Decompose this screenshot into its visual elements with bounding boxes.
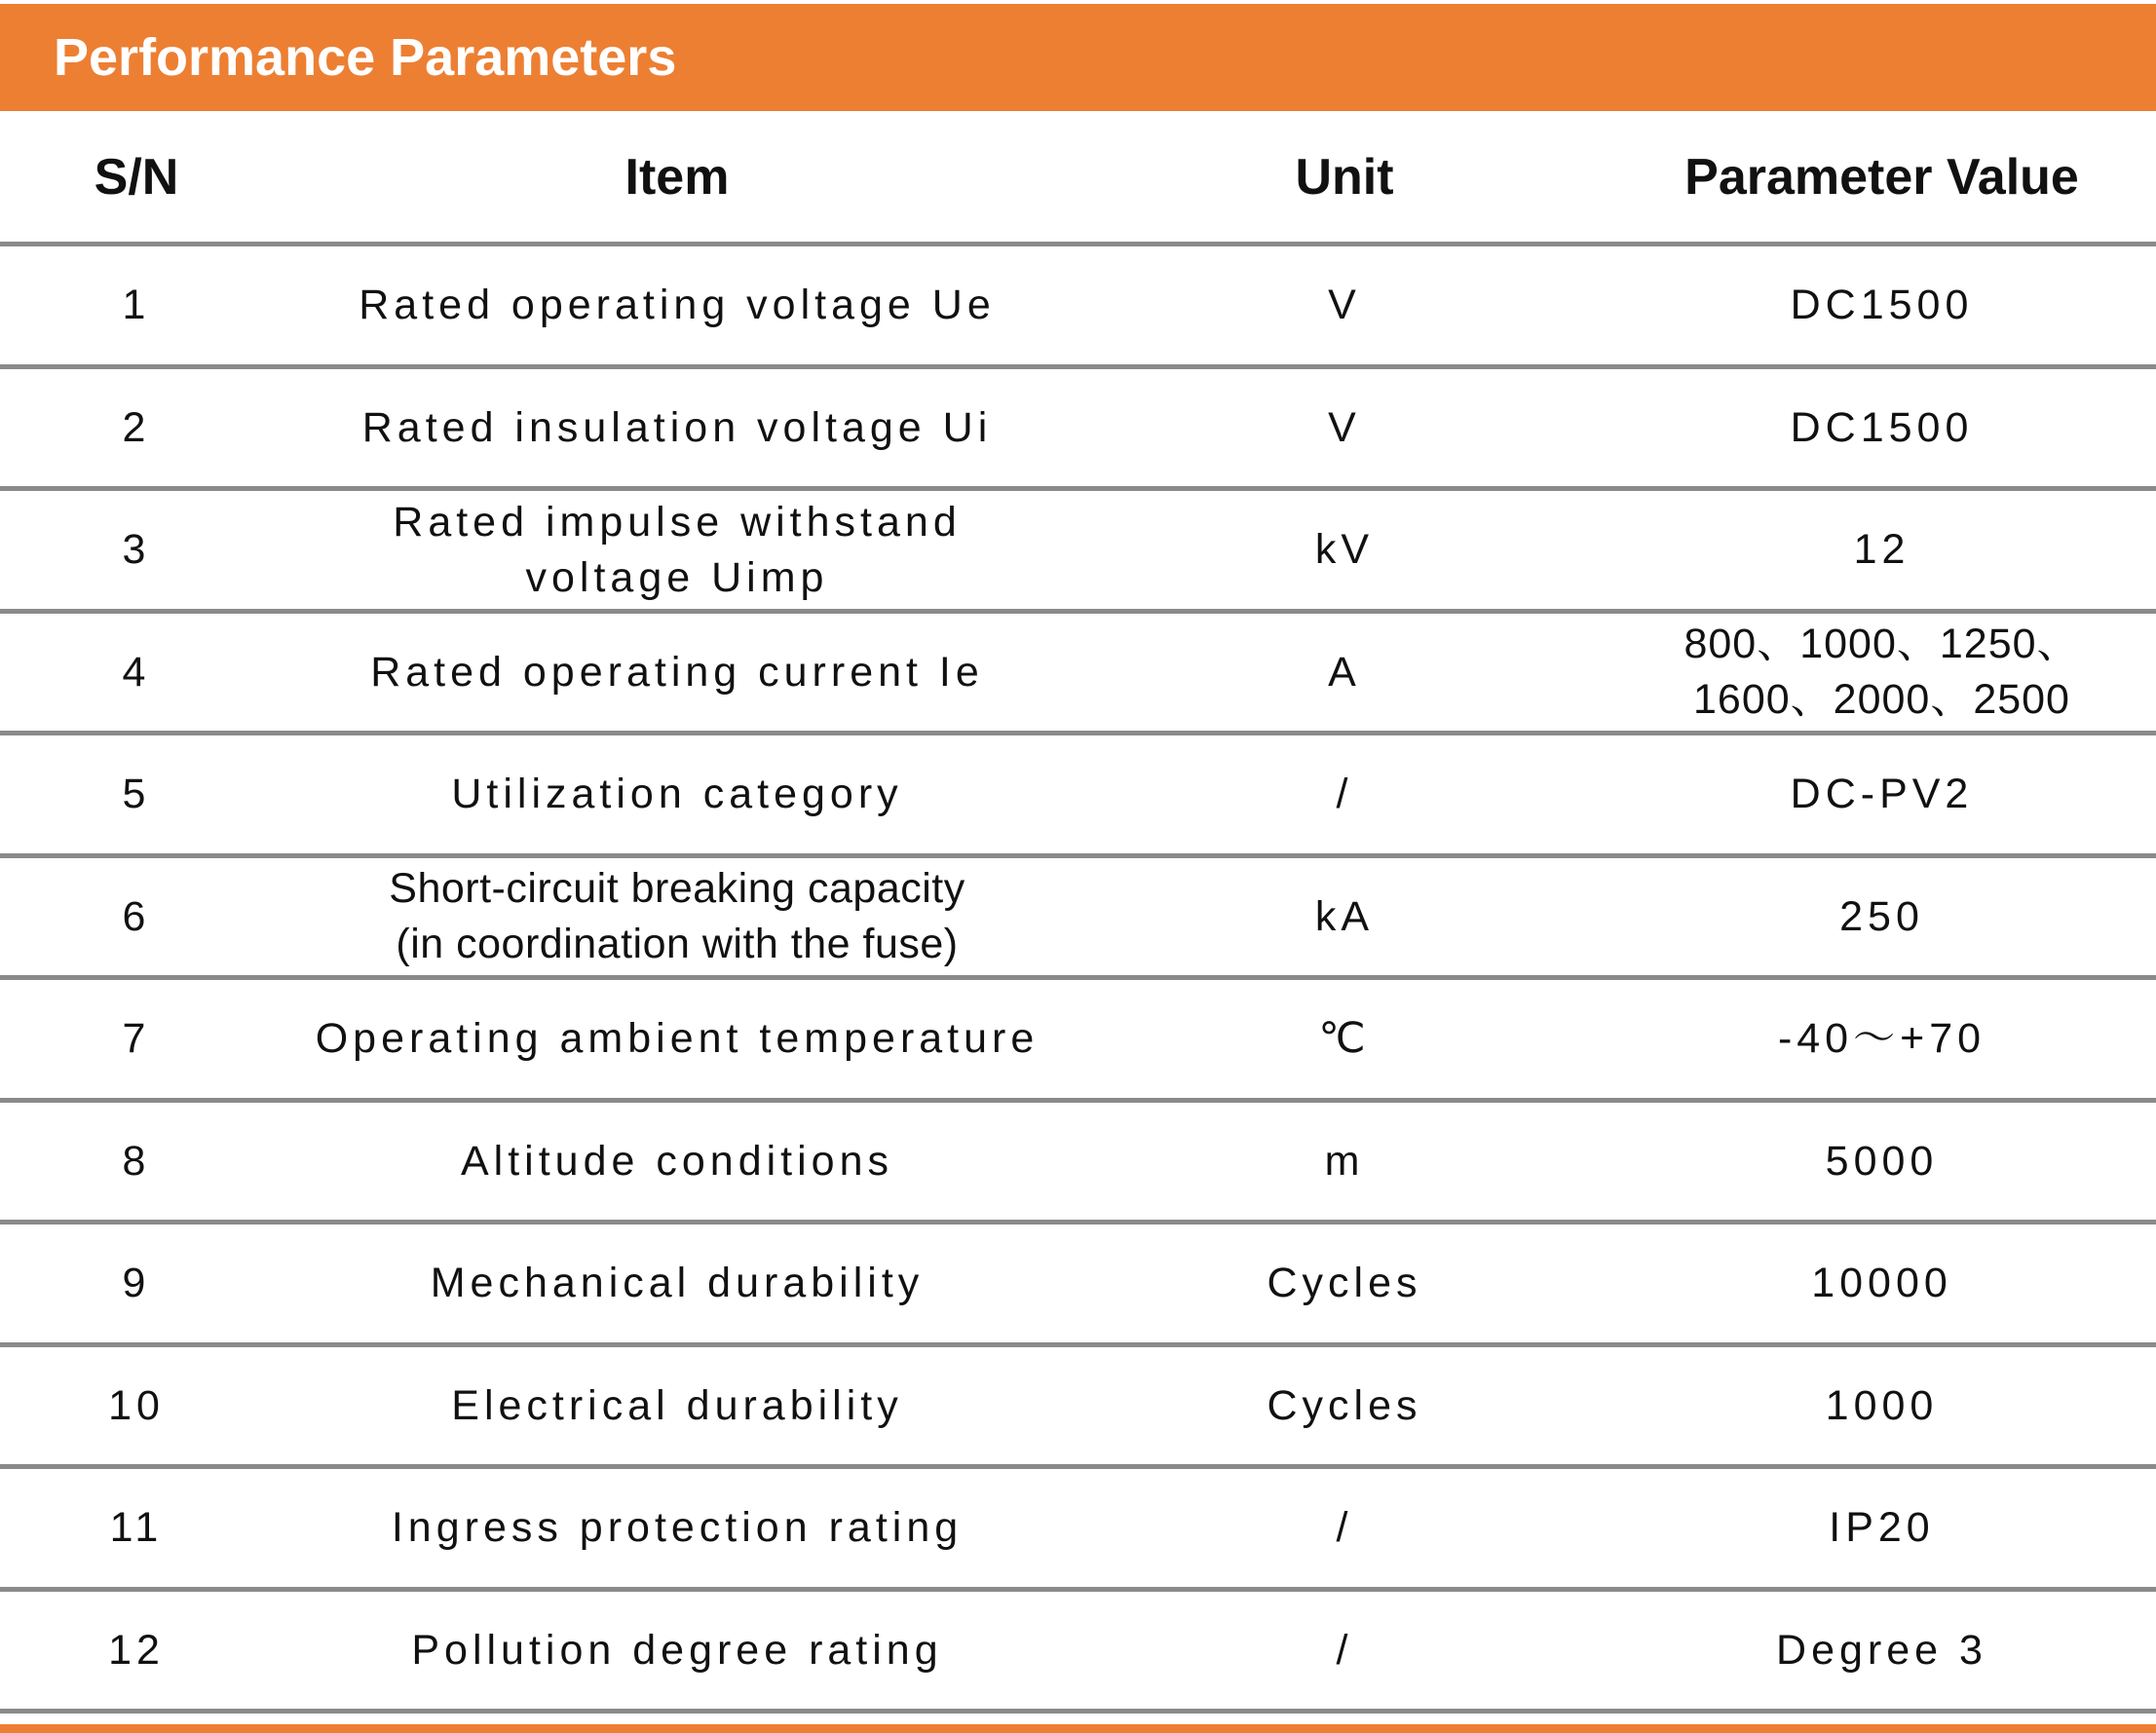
cell-value xyxy=(1608,614,2156,731)
cell-item-line: Altitude conditions xyxy=(461,1137,893,1185)
row-divider xyxy=(0,1709,2156,1714)
column-header-item: Item xyxy=(624,149,730,206)
cell-value xyxy=(1608,858,2156,975)
cell-item xyxy=(273,491,1081,609)
cell-unit: Cycles xyxy=(1267,1260,1422,1306)
cell-item-line: Rated impulse withstand xyxy=(393,498,962,546)
cell-value-line: 5000 xyxy=(1825,1137,1939,1185)
cell-item-line: Rated insulation voltage Ui xyxy=(361,403,993,451)
cell-value xyxy=(1608,1347,2156,1464)
cell-value xyxy=(1608,735,2156,853)
section-title: Performance Parameters xyxy=(54,28,677,87)
table-row xyxy=(0,1347,2156,1464)
cell-unit: m xyxy=(1324,1137,1365,1185)
cell-item xyxy=(273,1469,1081,1587)
cell-value-line: DC1500 xyxy=(1790,403,1974,451)
cell-unit: / xyxy=(1336,1504,1353,1551)
cell-sn: 11 xyxy=(109,1504,164,1551)
column-header-unit: Unit xyxy=(1295,149,1394,206)
cell-item xyxy=(273,1347,1081,1464)
cell-item-line: Short-circuit breaking capacity xyxy=(389,865,965,912)
cell-value-line: 1000 xyxy=(1825,1381,1939,1429)
table-row xyxy=(0,369,2156,486)
cell-sn: 9 xyxy=(122,1260,151,1306)
table-row xyxy=(0,1224,2156,1342)
cell-value xyxy=(1608,369,2156,486)
cell-value xyxy=(1608,1592,2156,1709)
cell-value-line: 250 xyxy=(1839,892,1924,940)
cell-value xyxy=(1608,1469,2156,1587)
cell-item-line: Electrical durability xyxy=(451,1381,903,1429)
cell-sn: 12 xyxy=(108,1626,165,1674)
table-row xyxy=(0,858,2156,975)
cell-value-line: Degree 3 xyxy=(1776,1626,1987,1674)
cell-item-line: Mechanical durability xyxy=(430,1260,925,1306)
cell-unit: / xyxy=(1336,771,1353,817)
table-row xyxy=(0,246,2156,364)
cell-value-line: DC1500 xyxy=(1790,282,1974,328)
cell-unit: V xyxy=(1328,403,1361,451)
cell-value-line: 12 xyxy=(1853,526,1910,573)
table-row xyxy=(0,1469,2156,1587)
cell-unit: ℃ xyxy=(1318,1015,1371,1062)
cell-item xyxy=(273,246,1081,364)
column-header-sn: S/N xyxy=(94,149,179,206)
cell-sn: 7 xyxy=(122,1015,151,1062)
cell-item xyxy=(273,735,1081,853)
table-row xyxy=(0,614,2156,731)
cell-value-line: 1600、2000、2500 xyxy=(1693,676,2070,723)
cell-item-line: Pollution degree rating xyxy=(411,1626,943,1674)
cell-item-line: Rated operating current Ie xyxy=(370,648,984,696)
cell-value xyxy=(1608,246,2156,364)
cell-value xyxy=(1608,491,2156,609)
cell-unit: V xyxy=(1328,282,1361,328)
cell-item xyxy=(273,858,1081,975)
cell-item-line: Utilization category xyxy=(451,771,903,817)
cell-sn: 1 xyxy=(122,282,151,328)
cell-value-line: DC-PV2 xyxy=(1790,771,1974,817)
cell-item xyxy=(273,614,1081,731)
cell-unit: kA xyxy=(1314,892,1375,940)
cell-item-line: Rated operating voltage Ue xyxy=(359,282,996,328)
cell-unit: kV xyxy=(1314,526,1375,573)
cell-sn: 10 xyxy=(108,1381,165,1429)
cell-value-line: IP20 xyxy=(1829,1504,1935,1551)
cell-sn: 2 xyxy=(122,403,151,451)
cell-value-line: -40～+70 xyxy=(1777,1015,1986,1062)
cell-value xyxy=(1608,980,2156,1098)
table-header-row xyxy=(0,111,2156,244)
table-row xyxy=(0,491,2156,609)
cell-value-line: 10000 xyxy=(1811,1260,1952,1306)
cell-item-line: Operating ambient temperature xyxy=(315,1015,1040,1062)
cell-sn: 4 xyxy=(122,648,151,696)
cell-value xyxy=(1608,1224,2156,1342)
cell-item xyxy=(273,1103,1081,1220)
cell-value xyxy=(1608,1103,2156,1220)
cell-unit: Cycles xyxy=(1267,1381,1422,1429)
cell-sn: 5 xyxy=(122,771,151,817)
cell-unit: A xyxy=(1328,648,1361,696)
bottom-accent-bar xyxy=(0,1724,2156,1733)
cell-unit: / xyxy=(1336,1626,1353,1674)
cell-value-line: 800、1000、1250、 xyxy=(1683,621,2080,667)
cell-item-line: voltage Uimp xyxy=(525,553,829,601)
table-row xyxy=(0,735,2156,853)
column-header-value: Parameter Value xyxy=(1684,149,2079,206)
cell-item xyxy=(273,1592,1081,1709)
table-row xyxy=(0,1103,2156,1220)
cell-sn: 3 xyxy=(122,526,151,573)
cell-sn: 8 xyxy=(122,1137,151,1185)
cell-item xyxy=(273,980,1081,1098)
cell-item xyxy=(273,369,1081,486)
table-row xyxy=(0,980,2156,1098)
cell-item xyxy=(273,1224,1081,1342)
cell-sn: 6 xyxy=(122,892,151,940)
cell-item-line: (in coordination with the fuse) xyxy=(396,921,959,967)
table-row xyxy=(0,1592,2156,1709)
cell-item-line: Ingress protection rating xyxy=(391,1504,964,1551)
section-header-bar xyxy=(0,4,2156,111)
